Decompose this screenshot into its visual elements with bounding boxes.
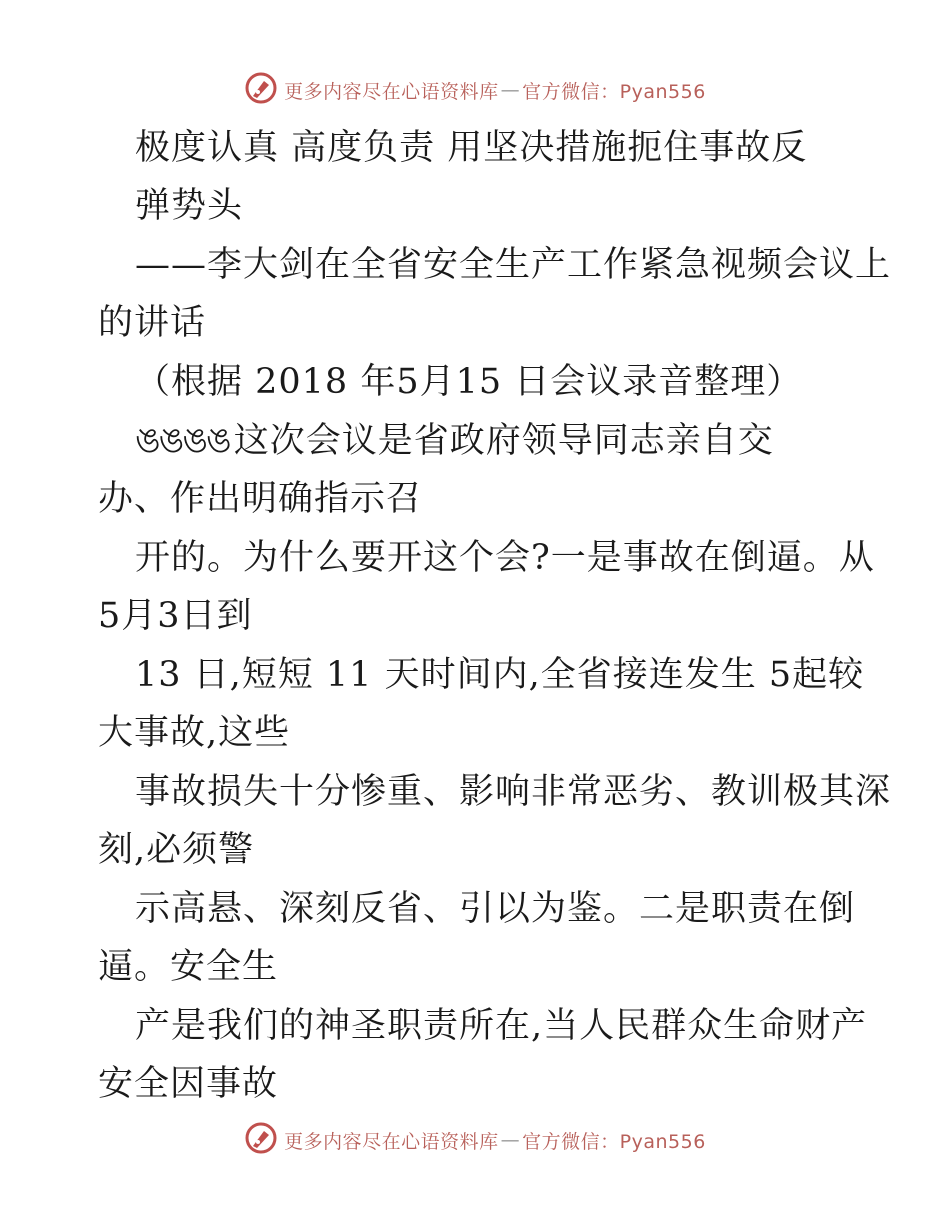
document-subtitle-line-1: ——李大剑在全省安全生产工作紧急视频会议上 [135,245,892,285]
paragraph-2-line-2: 5月3日到 [98,596,253,636]
banner-separator: — [500,79,521,101]
recording-note: （根据 2018 年5月15 日会议录音整理） [135,362,803,402]
paragraph-6-line-1: 产是我们的神圣职责所在,当人民群众生命财产 [135,1006,868,1046]
paragraph-4-line-2: 刻,必须警 [98,830,255,870]
banner-separator: — [500,1129,521,1151]
paragraph-2-line-1: 开的。为什么要开这个会?一是事故在倒逼。从 [135,538,875,578]
paragraph-1-line-2: 办、作出明确指示召 [98,479,423,519]
decorative-glyphs: ঙঙঙঙ [135,421,230,461]
paragraph-4-line-1: 事故损失十分惨重、影响非常恶劣、教训极其深 [135,772,892,812]
pen-nib-logo-icon [244,71,278,110]
paragraph-1-line-1 [0,421,950,461]
paragraph-5-line-1: 示高悬、深刻反省、引以为鉴。二是职责在倒 [135,889,856,929]
banner-wechat-text: 官方微信：Pyan556 [522,80,706,103]
banner-brand-text: 更多内容尽在心语资料库 [284,80,499,103]
document-subtitle-line-2: 的讲话 [98,303,207,343]
banner-wechat-text: 官方微信：Pyan556 [522,1130,706,1153]
pen-nib-logo-icon [244,1121,278,1160]
footer-banner [0,1120,950,1160]
header-banner [0,70,950,110]
paragraph-3-line-1: 13 日,短短 11 天时间内,全省接连发生 5起较 [135,655,865,695]
banner-brand-text: 更多内容尽在心语资料库 [284,1130,499,1153]
paragraph-6-line-2: 安全因事故 [98,1064,279,1104]
document-title-line-2: 弹势头 [135,186,244,226]
paragraph-1-text: 这次会议是省政府领导同志亲自交 [233,421,774,461]
document-title-line-1: 极度认真 高度负责 用坚决措施扼住事故反 [135,128,808,168]
paragraph-5-line-2: 逼。安全生 [98,947,279,987]
paragraph-3-line-2: 大事故,这些 [98,713,291,753]
